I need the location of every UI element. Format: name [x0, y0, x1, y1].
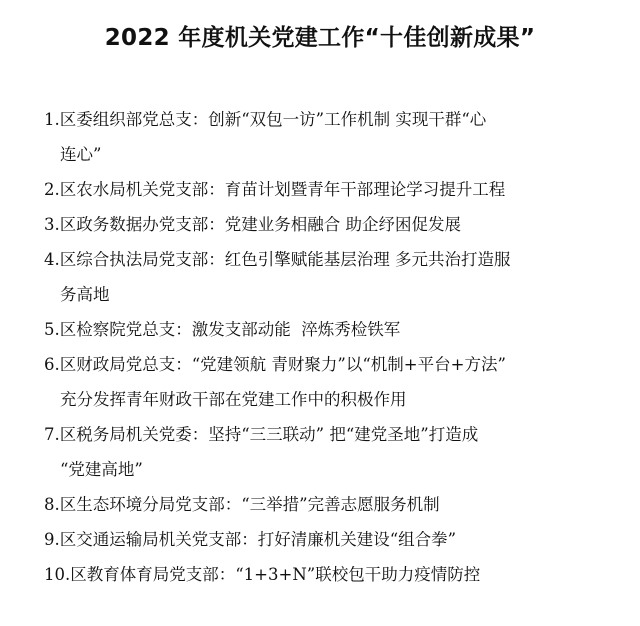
list-item-number: 2. [44, 180, 60, 199]
list-item-text: 区税务局机关党委：坚持“三三联动” 把“建党圣地”打造成 [59, 425, 479, 444]
list-item-number: 3. [44, 215, 60, 234]
list-item-number: 6. [44, 355, 60, 374]
list-item-line [44, 557, 616, 592]
list-item [44, 102, 616, 172]
list-item-text: 区检察院党总支：激发支部动能 淬炼秀检铁军 [59, 320, 401, 339]
list-item-number: 5. [44, 320, 60, 339]
achievement-list [44, 102, 616, 592]
list-item-number: 4. [44, 250, 60, 269]
list-item [44, 557, 616, 592]
list-item-text: 区交通运输局机关党支部：打好清廉机关建设“组合拳” [59, 530, 457, 549]
list-item [44, 417, 616, 487]
list-item-text-continued: 连心” [60, 145, 102, 164]
list-item-line [44, 102, 616, 137]
list-item-line [44, 172, 616, 207]
list-item-line [44, 207, 616, 242]
list-item-number: 10. [44, 565, 71, 584]
list-item-line [44, 487, 616, 522]
list-item-text: 区财政局党总支：“党建领航 青财聚力”以“机制+平台+方法” [59, 355, 506, 374]
list-item-text-continued: 务高地 [60, 285, 110, 304]
list-item-text: 区生态环境分局党支部：“三举措”完善志愿服务机制 [59, 495, 440, 514]
list-item-number: 7. [44, 425, 60, 444]
list-item-text: 区委组织部党总支：创新“双包一访”工作机制 实现干群“心 [59, 110, 487, 129]
list-item [44, 487, 616, 522]
list-item [44, 172, 616, 207]
list-item [44, 347, 616, 417]
list-item [44, 312, 616, 347]
list-item-text: 区农水局机关党支部：育苗计划暨青年干部理论学习提升工程 [59, 180, 506, 199]
list-item-text: 区教育体育局党支部：“1+3+N”联校包干助力疫情防控 [70, 565, 481, 584]
list-item [44, 242, 616, 312]
list-item-number: 9. [44, 530, 60, 549]
list-item-text-continued: 充分发挥青年财政干部在党建工作中的积极作用 [60, 390, 407, 409]
list-item-number: 1. [44, 110, 60, 129]
list-item-line [44, 312, 616, 347]
list-item [44, 522, 616, 557]
list-item-line [44, 347, 616, 382]
list-item [44, 207, 616, 242]
list-item-text-continued: “党建高地” [60, 460, 143, 479]
list-item-number: 8. [44, 495, 60, 514]
list-item-line [44, 522, 616, 557]
document-title: 2022 年度机关党建工作“十佳创新成果” [104, 25, 536, 51]
list-item-line [44, 242, 616, 277]
list-item-line [44, 417, 616, 452]
list-item-text: 区综合执法局党支部：红色引擎赋能基层治理 多元共治打造服 [59, 250, 511, 269]
list-item-text: 区政务数据办党支部：党建业务相融合 助企纾困促发展 [59, 215, 461, 234]
